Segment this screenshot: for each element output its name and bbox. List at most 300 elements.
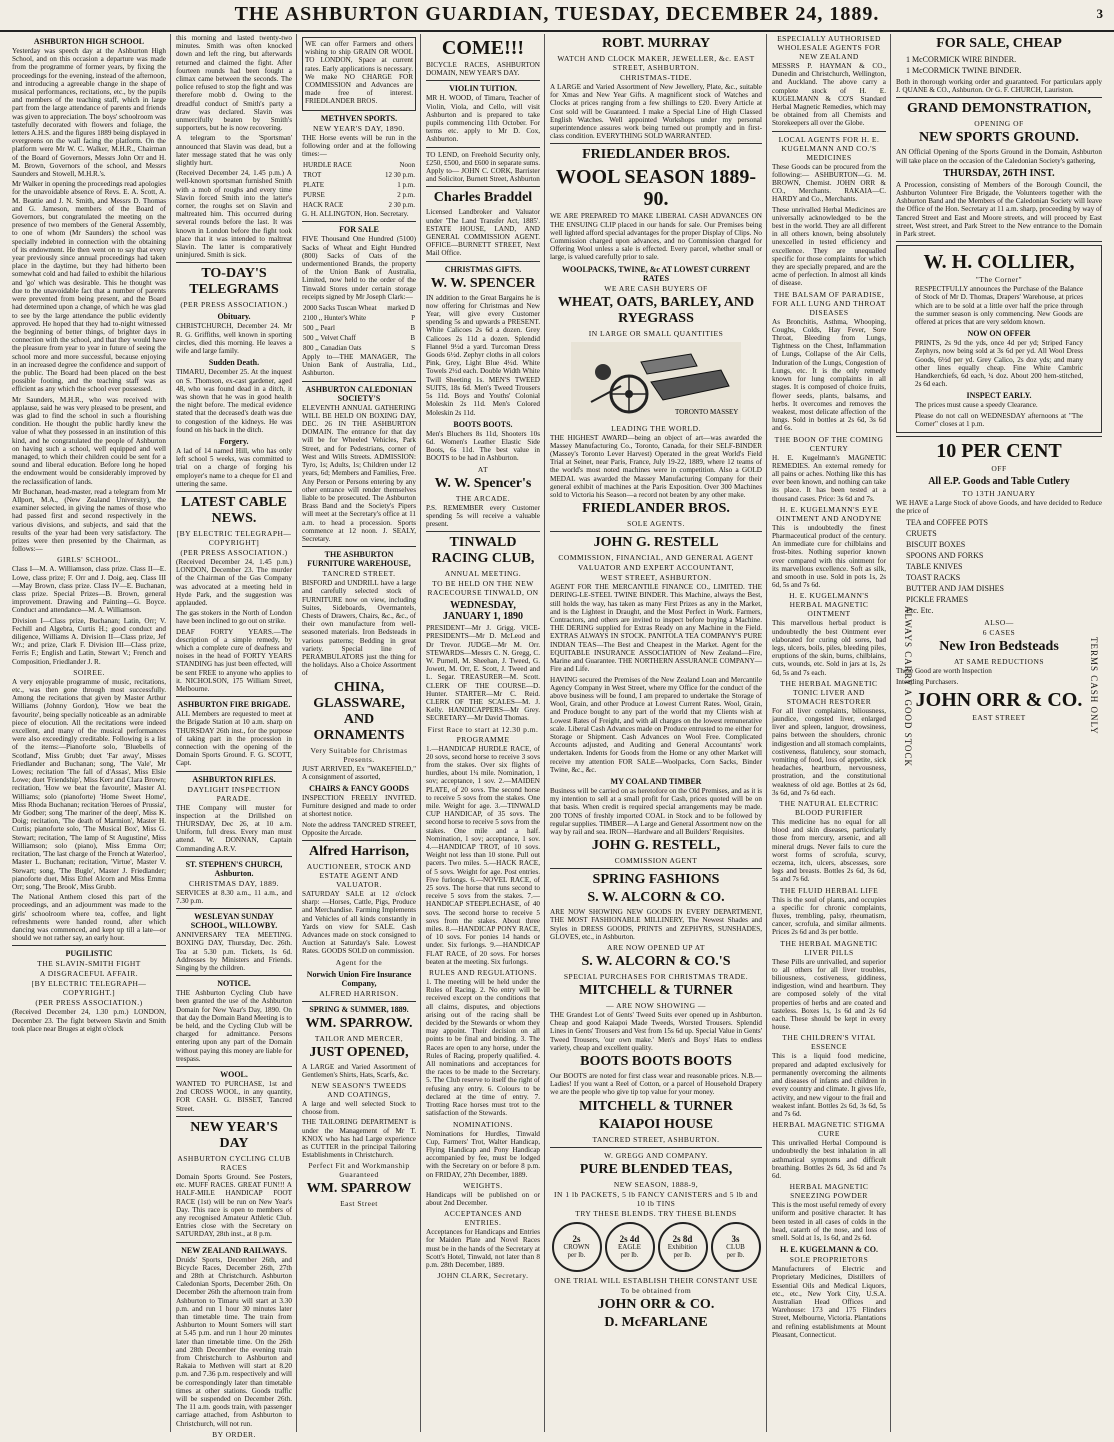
ad-heading: ASHBURTON RIFLES. (192, 774, 276, 784)
ad-text: AGENT FOR THE MERCANTILE FINANCE CO., LIMITED. THE DERING-LE-STEEL TWINE BINDER. This Machine, always the Best, still holds the way, has taken as many First Prizes as any in the Market, and is the Lightest in Draught, and the Most Perfect in Work. Farmers, Contractors, and others are invited to inspect before buying a Machine. THE DERING supplied for Extras Ready on any Machine in the Field. EXTRAS ALWAYS IN STOCK. PANITOLA TEA COMPANY'S PURE INDIAN TEAS—The Best and Cheapest in the Market. Agent for the EQUITABLE INSURANCE ASSOCIATION of New Zealand—Fire, Marine and Guarantee. THE NORTHERN ASSURANCE COMPANY—Fire and Life. (550, 583, 762, 674)
article-paragraph: this morning and lasted twenty-two minutes. Smith was often knocked down and left the ring, but afterwards returned and claimed the fight. After fourteen rounds had been fought a climax came between the seconds. The police refused to stop the fight and was therefore mobb d. Owing to the dreadful conduct of Smith's party a draw was declared. Slavin was unmercifully beaten by Smith's supporters, but he is now recovering. (176, 34, 292, 133)
ad-text: Druids' Sports, December 26th, and Bicycle Races, December 26th, 27th and 28th at Christchurch. Ashburton Caledonian Sports, December 26th. On December 26th the afternoon train from Ashburton to Timaru will start at 3.30 p.m. and run 1 hour 30 minutes later than timetable time. The train from Ashburton to Mount Somers will start at 5.45 p.m. and run 1 hour 20 minutes later than timetable time. On the 26th and 28th December the evening train from Christchurch to Ashburton and Rakaia to Methven will start at 8.20 p.m. and 7.36 p.m. respectively and will be correspondingly later than timetable times at other stations. Goods traffic will be suspended on December 26th. The 11 a.m. goods train, with passenger carriage attached, from Ashburton to Christchurch, will not run. (176, 1255, 292, 1428)
section-heading: GIRLS' SCHOOL. (57, 555, 121, 565)
ad-subheading: HERBAL MAGNETIC SNEEZING POWDER (789, 1182, 869, 1201)
ad-display-line: PURE BLENDED TEAS, (579, 1161, 733, 1177)
ad-signature: ALFRED HARRISON. (319, 988, 399, 998)
ad-text: SERVICES at 8.30 a.m., 11 a.m., and 7.30 p.m. (176, 888, 292, 906)
ad-subheading: TAILOR AND MERCER, (314, 1033, 404, 1043)
ad-heading: ASHBURTON FIRE BRIGADE. (177, 700, 291, 710)
ad-heading: GRAND DEMONSTRATION, (906, 101, 1092, 117)
ad-subheading: "The Corner" (975, 275, 1023, 285)
table-cell: 12 30 p.m. (385, 171, 415, 180)
table-cell: B (410, 324, 415, 333)
ad-subheading: AUCTIONEER, STOCK AND ESTATE AGENT AND VALUATOR. (306, 861, 412, 889)
ad-text: PRINTS, 2s 9d the yds, once 4d per yd; Striped Fancy Zephyrs, now being sold at 3s 6d per yd. All Wool Dress Goods, 6½d per yd. Grey Calico, 2s doz yds; and many other lines equally cheap. Fine White Cambric Handkerchiefs, 6d each, ¼ doz. About 200 hem-stitched, 2s 6d each. (915, 339, 1083, 389)
ad-subheading: W. GREGG AND COMPANY. (604, 1150, 708, 1160)
table-cell: 2100 ,, Hunter's White (303, 314, 367, 323)
news-paragraph: DEAF FORTY YEARS.—The description of a simple remedy, by which a complete cure of deafness and noises in the head of FORTY YEARS STANDING has just been effected, will be sent FREE to anyone who applies to it. NICHOLSON, 175 William Street, Melbourne. (176, 627, 292, 693)
news-paragraph: CHRISTCHURCH, December 24. Mr R. G. Griffiths, well known in sporting circles, died this morning. He leaves a wife and large family. (176, 322, 292, 356)
ad-display-line: WOOL SEASON 1889-90. (555, 166, 757, 211)
table-row (302, 313, 416, 323)
divider (426, 531, 540, 532)
ad-text: Intending Purchasers. (896, 677, 959, 686)
ad-heading: JOHN G. RESTELL (593, 535, 719, 551)
ad-display-line: CHAIRS & FANCY GOODS (309, 783, 409, 793)
article-paragraph: Yesterday was speech day at the Ashburton High School, and on this occasion a departure was made from the programme of former years, by fixing the proceedings for the evening, instead of the afternoon, and introducing a agreeable change in the shape of musical performances, recitations, etc., by the pupils and members of the teaching staff, which in large part from the large attendance of parents and friends was given to appreciation. The boys' schoolroom was tastefully decorated with flowers and foliage, the letters A.H.S. and the figures 1889 being displayed in evergreens on the wall facing the platform. On the platform were Mr W. C. Walker, M.H.R., Chairman of the Board of Governors, Messrs John Orr and H. M. Brown, Governors of the school, and Messrs Saunders and Stowell, M.H.R.'s. (12, 47, 166, 179)
ad-subheading: Very Suitable for Christmas Presents. (310, 745, 408, 764)
copyright-note: [BY ELECTRIC TELEGRAPH—COPYRIGHT.] (31, 979, 147, 998)
ad-display-line: S. W. ALCORN & CO.'S (581, 953, 731, 969)
ad-display-line: NOW ON OFFER (967, 329, 1031, 339)
table-cell: 500 ,, Pearl (303, 324, 335, 333)
ad-text: 1.—HANDICAP HURDLE RACE, of 20 sovs, second horse to receive 3 sovs from the stakes. Over six flights of hurdles, about 1¼ mile. Nomination, 1 sov; acceptance, 1 sov. 2.—MAIDEN PLATE, of 20 sovs. The second horse to receive 5 sovs from the stakes. One mile. Weight for age. 3.—TINWALD CUP HANDICAP, of 35 sovs. The second horse to receive 5 sovs from the stakes. One mile and a half. Nomination, 1 sov; acceptance, 1 sov. 4.—HANDICAP TROT, of 10 sovs. Weight not less than 10 stone. Pull out pacers. Two miles. 5.—HACK RACE, of 5 sovs. Weight for age. Post entries. Five furlongs. 6.—NOVEL RACE, of 25 sovs. The horse that runs second to receive 5 sovs from the stakes. 7.—HANDICAP STEEPLECHASE, of 40 sovs. The second horse to receive 5 sovs from the stakes. About three miles. 8.—HANDICAP PONY RACE, of 10 sovs. For ponies 14 hands or under. Six furlongs. 9.—HANDICAP FLAT RACE, of 20 sovs. For horses beaten at the meeting. Six furlongs. (426, 744, 540, 966)
ad-subheading: NEW SEASON, 1888-9, (613, 1179, 699, 1189)
ad-subheading: THE BALSAM OF PARADISE, FOR ALL LUNG AND THROAT DISEASES (772, 289, 886, 317)
telegrams-heading: TO-DAY'S TELEGRAMS (189, 266, 279, 298)
ad-subheading: ASHBURTON CYCLING CLUB RACES (177, 1153, 291, 1172)
ad-signature: JOHN G. RESTELL, (591, 838, 721, 854)
ad-heading: ESPECIALLY AUTHORISED WHOLESALE AGENTS FOR NEW ZEALAND (777, 34, 881, 61)
table-row (302, 333, 416, 343)
ad-text: ANNIVERSARY TEA MEETING. BOXING DAY, Thursday, Dec. 26th. Tea at 5.30 p.m. Tickets, 1s 6d. Addresses by Ministers and Friends. Singing by the children. (176, 931, 292, 973)
ad-display-line: CHINA, GLASSWARE, AND ORNAMENTS (313, 679, 405, 743)
ad-subheading: LOCAL AGENTS FOR H. E. KUGELMANN AND CO.'S MEDICINES (778, 134, 880, 162)
divider (550, 868, 762, 869)
article-heading: ASHBURTON HIGH SCHOOL (33, 37, 145, 46)
divider (550, 1147, 762, 1148)
ad-subheading: WATCH AND CLOCK MAKER, JEWELLER, &c. EAST STREET, ASHBURTON. (557, 54, 755, 72)
ad-subheading: DAYLIGHT INSPECTION PARADE. (187, 784, 281, 803)
ad-text: TO 13TH JANUARY (962, 489, 1036, 499)
list-item: SPOONS AND FORKS (906, 551, 984, 561)
divider (302, 381, 416, 382)
ad-text: This medicine has no equal for all blood and skin diseases, particularly those from mercury, arsenic, and all mineral drugs. Never fails to cure the worst forms of scrofula, scurvy, eczema, itch, ulcers, abscesses, sore legs and breasts. Bottles 2s 6d, 3s 6d, 5s and 7s 6d. (772, 818, 886, 884)
ad-text: JUST ARRIVED, Ex "WAKEFIELD," A consignment of assorted, (302, 764, 416, 781)
column-2 (172, 34, 296, 1439)
ad-signature: G. H. ALLINGTON, Hon. Secretary. (302, 210, 409, 219)
ad-text: This is a liquid food medicine, prepared and adapted exclusively for permanently overcoming the ailments and diseases of infants and children in every country and climate. It gives life, activity, and new vigour to the frail and weakest infant. Bottles 2s 6d, 3s 6d, 5s and 7s 6d. (772, 1052, 886, 1118)
sale-items-list (896, 54, 1102, 76)
ad-heading: NEW ZEALAND RAILWAYS. (181, 1245, 287, 1255)
ad-text: WE ARE PREPARED TO MAKE LIBERAL CASH ADVANCES ON THE ENSUING CLIP placed in our hands for sale. Our Premises being well lighted afford special advantages for the proper Display of Clips. No Commission charged upon advances, and no Commission charged for Offering Wool unless a sale is effected. Every parcel, whether small or large, is valued carefully prior to sale. (550, 212, 762, 262)
prize-list: Class I—M. A. Williamson, class prize. Class II—E. Lowe, class prize; F. Orr and J. Doig, aeq. Class III—May Brown, class prize. Class IV—E. Buchanan, class prize. Special Prizes—B. Brown, general improvement. Drawing and Painting—G. Boyce. Conduct and attendance—M. A. Williamson. (12, 565, 166, 615)
list-item: 1 McCORMICK WIRE BINDER. (906, 55, 1017, 64)
ad-text: This is the soul of plants, and occupies a specific for chronic complaints, fluxes, trembling, palsy, rheumatism, cancer, scrofula, and similar ailments. Prices 2s 6d and 3s per bottle. (772, 895, 886, 937)
table-cell: P (411, 314, 415, 323)
ad-text: TO LEND, on Freehold Security only, £250, £500, and £600 in separate sums. Apply to— JOHN C. CORK, Barrister and Solicitor, Burnett Street, Ashburton (426, 150, 540, 184)
tea-badge-club: 3s CLUB per lb. (711, 1222, 761, 1272)
ad-subheading: ANNUAL MEETING. (444, 569, 522, 579)
driver-icon (595, 364, 611, 380)
ad-text: Handicaps will be published on or about 2nd December. (426, 1190, 540, 1207)
ad-text: ELEVENTH ANNUAL GATHERING WILL BE HELD ON BOXING DAY, DEC. 26 IN THE ASHBURTON DOMAIN. The entrance for that day will be for Wheeled Vehicles, Park Street, and for Pedestrians, corner of West and Wills Streets. ADMISSION: Tyro, 1s; Adults, 1s; Children under 12 years, 6d; Members and Families, Free. Any Person or Persons entering by any other entrance will render themselves liable to be prosecuted. The Ashburton Brass Band and the Society's Pipers will meet at the Secretary's office at 11 a.m. to head a procession. Sports commence at 12 noon. J. SEALY, Secretary. (302, 403, 416, 543)
cable-heading: LATEST CABLE NEWS. (181, 494, 287, 526)
table-cell: 800 ,, Canadian Oats (303, 344, 362, 353)
ad-heading: FOR SALE (339, 225, 379, 235)
prize-list: Division I—Class prize, Buchanan; Latin, Orr; V. Fechill and Algebra, Curtis H.; good conduct and diligence, Williams A. Division II—Class prize, Jef Wr.; and prize, Clark F. Division III—Class prize, Ferris F.; English and Latin, Stewart V.; French and Composition, Friedlander J. R. (12, 616, 166, 666)
ad-text: A LARGE and Varied Assortment of New Jewellery, Plate, &c., suitable for Xmas and New Year Gifts. A magnificent stock of Watches and Clocks at prices ranging from a few shillings to £20. Every Article at Cost sold will be Guaranteed. I make a Special Line of High Classed English Watches. Well appointed Workshops under my personal superintendence assures work being turned out promptly and in first-class condition. EVERYTHING SOLD WARRANTED. (550, 83, 762, 141)
news-paragraph: TIMARU, December 25. At the inquest on S. Thomson, ex-cast gardener, aged 48, who was found dead in a ditch, it was shown that he was in good health the night before. The medical evidence stated that the deceased's death was due to congestion of the kidneys. He was found on his back in the ditch. (176, 368, 292, 434)
ad-text: BICYCLE RACES, ASHBURTON DOMAIN, NEW YEAR'S DAY. (426, 61, 540, 78)
ad-subheading: PROGRAMME (456, 734, 510, 744)
table-cell: HACK RACE (303, 201, 344, 210)
ad-text: THE HIGHEST AWARD—being an object of art—was awarded the Massey Manufacturing Co., Toronto, Canada, for their SELF-BINDER (Massey's Toronto Lever Harvest) Operated in the great World's Field Trial at Seinet, near Paris, France, July 19-22, 1889, where 12 teams of the world's most noted machines were in competition. Also a GOLD MEDAL was awarded the Massey Manufacturing Company for their general exhibit of machines at the Paris Exposition. Over 300 Machines sold to Victoria his Season—a record not beaten by any other make. (550, 433, 762, 500)
column-rule (766, 34, 767, 1432)
ad-subheading: COMMISSION, FINANCIAL, AND GENERAL AGENT (558, 553, 754, 563)
ad-text: This unrivalled Herbal Compound is undoubtedly the best inhalation in all asthmatical symptoms and difficult breathing. Bottles 2s 6d, 3s 6d and 7s 6d. (772, 1139, 886, 1180)
ad-heading: METHVEN SPORTS. (320, 113, 398, 123)
press-note: (PER PRESS ASSOCIATION.) (35, 998, 143, 1008)
ad-text: OFF (991, 464, 1007, 474)
ad-text: This is the most useful remedy of every uniform and positive character. It has been tested in all cases of colds in the head, catarrh of the nose, and loss of smell. Sold at 1s, 1s 6d, and 2s 6d. (772, 1201, 886, 1242)
ad-text: These Pills are unrivalled, and superior to all others for all liver troubles, biliousness, costiveness, giddiness, indigestion, wind and heartburn. They are composed solely of the vital properties of herbs and are coated and tasteless. Boxes 1s, 1s 6d and 2s 6d each. These should be kept in every house. (772, 957, 886, 1032)
column-rule (170, 34, 171, 1432)
ad-heading: TINWALD RACING CLUB, (431, 535, 535, 567)
ad-display-line: MY COAL AND TIMBER (610, 776, 702, 786)
ad-heading: SPRING & SUMMER, 1889. (309, 1004, 409, 1014)
shipping-ad (302, 37, 416, 111)
ad-display-line: MITCHELL & TURNER (579, 982, 733, 998)
ad-text: Agent for the (335, 957, 383, 967)
ad-display-line: KAIAPOI HOUSE (599, 1116, 713, 1132)
table-row (302, 170, 416, 180)
ad-subheading: CHRISTMAS-TIDE. (620, 73, 692, 82)
divider (302, 546, 416, 547)
press-note: (PER PRESS ASSOCIATION.) (180, 300, 288, 310)
ad-subheading: — ARE NOW SHOWING — (606, 1000, 706, 1010)
ad-text: For all liver complaints, biliousness, jaundice, congested liver, enlarged liver and spleen, languor, drowsiness, pains between the shoulders, chronic indigestion and all stomach complaints, costiveness, flatulency, sour stomach, vomiting of food, loss of appetite, sick headaches, heartburn, nervousness, prostration, and the constitutional weakness of old age. Bottles at 2s 6d, 3s 6d, and 7s 6d each. (772, 706, 886, 797)
divider (896, 436, 1102, 437)
ad-text: East Street (340, 1199, 378, 1209)
ad-text: ARE NOW SHOWING NEW GOODS IN EVERY DEPARTMENT, THE MOST FASHIONABLE MILLINERY, The Newest Shades and Styles in DRESS GOODS, PRINTS and ZEPHYRS, SUNSHADES, GLOVES, etc., in Ashburton. (550, 908, 762, 941)
divider (896, 97, 1102, 98)
list-item: TABLE KNIVES (906, 562, 963, 572)
press-note: (PER PRESS ASSOCIATION.) (180, 547, 288, 557)
ad-heading: SPRING FASHIONS (592, 872, 720, 888)
ad-text: A LARGE and Varied Assortment of Gentlemen's Shirts, Hats, Scarfs, &c. (302, 1062, 416, 1079)
page-number: 3 (1096, 6, 1104, 21)
ad-display-line: 10 PER CENT (936, 440, 1062, 463)
ad-text: BISFORD and UNDRILL have a large and carefully selected stock of FURNITURE now on view, including Suites, Sideboards, Overmantels, Chests of Drawers, Chairs, &c., &c., of their own manufacture from well-seasoned materials. Iron Bedsteads in various patterns; Bedding in great variety. Special line of PERAMBULATORS just the thing for the holidays. Also a Choice Assortment of (302, 579, 416, 678)
ad-text: MR H. WOOD, of Timaru, Teacher of Violin, Viola, and Cello, will visit Ashburton and is prepared to take pupils commencing 11th October. For terms etc. apply to Mr D. Cox, Ashburton. (426, 94, 540, 144)
ad-text: 6 CASES (982, 628, 1016, 638)
news-paragraph: The gas stokers in the North of London have been inclined to go out on strike. (176, 609, 292, 626)
ad-display-line: MITCHELL & TURNER (579, 1098, 733, 1114)
article-paragraph: The National Anthem closed this part of the proceedings, and an adjournment was made to the girls' schoolroom where tea, coffee, and light refreshments were handed round, after which dancing was commenced, and kept up till a late—or should we not rather say, an early hour. (12, 893, 166, 943)
machine-brand-label: TORONTO MASSEY (675, 407, 739, 416)
ad-heading: WESLEYAN SUNDAY SCHOOL, WILLOWBY. (190, 912, 278, 931)
masthead (0, 0, 1114, 32)
ad-subheading: WEIGHTS. (463, 1180, 503, 1190)
list-item: PICKLE FRAMES (906, 595, 969, 605)
ad-heading: W. H. COLLIER, (923, 251, 1075, 274)
ad-text: A large and well selected Stock to choose from. (302, 1100, 416, 1117)
ad-text: Manufacturers of Electric and Proprietary Medicines, Distillers of Essential Oils and Medical Liquors, etc., etc., New York City, U.S.A. Australian Head Offices and Warehouse: 173 and 175 Flinders Street, Melbourne, Victoria. Plantations and refining establishments at Mount Pleasant, Connecticut. (772, 1265, 887, 1339)
ad-text: MESSRS P. HAYMAN & CO., Dunedin and Christchurch, Wellington, and Auckland. The above carry a complete stock of H. E. KUGELMANN & CO'S Standard Herbal Magnetic Remedies, which may be obtained from all Chemists and Storekeepers all over the Globe. (772, 62, 886, 128)
ad-text: THE Company will muster for inspection at the Drillshed on THURSDAY, Dec 26, at 10 a.m. Uniform, full dress. Every man must attend. W. DONNAN, Captain Commanding A.R.V. (176, 803, 292, 853)
ad-heading: FOR SALE, CHEAP (936, 36, 1062, 51)
ad-text: TRY THESE BLENDS. TRY THESE BLENDS (575, 1208, 737, 1218)
ad-subheading: TANCRED STREET. (322, 569, 396, 579)
ad-display-line: D. McFARLANE (604, 1314, 708, 1330)
ad-display-line: W. W. SPENCER (430, 275, 536, 291)
ad-text: Our BOOTS are noted for first class wear and reasonable prices. N.B.—Ladies! If you want a Reel of Cotton, or a parcel of Household Drapery we are the people who give tip top value for your money. (550, 1071, 762, 1097)
ad-text: WE ARE CASH BUYERS OF (604, 283, 708, 293)
ad-text: H. E. Kugelmann's MAGNETIC REMEDIES. An external remedy for all pains or aches. Nothing like this has ever been known, and nothing can take its place. It has been tested at a thousand cases. Price: 3s 6d and 7s. (772, 453, 886, 503)
ad-text: AT (477, 464, 489, 474)
divider (896, 241, 1102, 242)
divider (176, 1242, 292, 1243)
sidebar-slogan: TERMS CASH ONLY (1089, 637, 1099, 736)
column-1 (8, 34, 170, 1432)
ad-text: This marvellous herbal product is undoubtedly the best Ointment ever elaborated for curing old sores, bad legs, ulcers, boils, piles, bleeding piles, eruptions of the skin, burns, chilblains, cuts, wounds, etc. Sold in jars at 1s, 2s 6d, 5s and 7s each. (772, 619, 886, 677)
article-subheading: THE SLAVIN-SMITH FIGHT (37, 959, 141, 969)
ad-text: Men's Bluchers 8s 11d, Shooters 10s 6d. Women's Leather Elastic Side Boots, 6s 11d. The best value in BOOTS to be had in Ashburton. (426, 429, 540, 463)
ad-subheading: CHRISTMAS DAY, 1889. (188, 878, 280, 888)
reduced-items-list (896, 517, 1102, 616)
ad-text: TO BE HELD ON THE NEW RACECOURSE TINWALD, ON (427, 579, 539, 598)
table-cell: PURSE (303, 191, 325, 200)
ad-text: ARE NOW OPENED UP AT (607, 942, 705, 952)
ad-text: Note the address TANCRED STREET, Opposite the Arcade. (302, 820, 416, 837)
article-paragraph: (Received December 24, 1.45 p.m.) A well-known sportsman furnished Smith with a mob of roughs and every time Slavin forced Smith into the latter's corner, the roughs set on Slavin and maltreated him. This occurred during several rounds before the last. It was known in London before the fight took place that it was intended to maltreat Slavin. The latter is comparatively uninjured. Smith is sick. (176, 169, 292, 260)
divider (176, 908, 292, 909)
table-row (302, 190, 416, 200)
divider (426, 186, 540, 187)
ad-heading: THE ASHBURTON FURNITURE WAREHOUSE, (307, 550, 411, 569)
ad-display-line: WHEAT, OATS, BARLEY, AND RYEGRASS (557, 294, 755, 326)
ad-signature: JOHN ORR & CO. (915, 688, 1083, 711)
ad-subheading: OPENING OF (974, 119, 1024, 129)
divider (302, 221, 416, 222)
divider (550, 531, 762, 532)
list-item: TOAST RACKS (906, 573, 961, 583)
illustration-caption: LEADING THE WORLD. (611, 423, 701, 433)
ad-text: WE HAVE a Large Stock of above Goods, and have decided to Reduce the price of (896, 499, 1102, 516)
divider (772, 131, 886, 132)
copyright-note: [BY ELECTRIC TELEGRAPH—COPYRIGHT] (176, 528, 292, 547)
ad-display-line: JUST OPENED, (309, 1044, 409, 1060)
ad-text: These unrivalled Herbal Medicines are universally acknowledged to be the best in the world. They are all different in all others known, being absolutely unexcelled in tested efficiency and excellence. They are unequalled specific for those complaints for which they are specially prepared, and are the acme of perfection. In almost all kinds of disease. (772, 205, 886, 288)
ad-text: HAVING secured the Premises of the New Zealand Loan and Mercantile Agency Company in West Street, where my Office for the conduct of the above business will be found, I am prepared to undertake the Storage of Wool, Grain, and other Produce at Lowest Current Rates. Wool, Grain, and Produce bought to any part of the world that my Clients wish at Lowest Rates of Freight, and with all charges on the lowest remunerative scale. Liberal Cash Advances made on Produce entrusted to me either for Storage or Shipment. Cash Advances on Wool Free. Complicated Accounts adjusted, and Auditing and General Accountants' work undertaken. Indents for Goods from the Home or any other Market will receive my attention FOR SALE—Woolpacks, Corn Sacks, Binder Twine, &c., &c. (550, 675, 762, 774)
ad-text: SATURDAY SALE at 12 o'clock sharp: —Horses, Cattle, Pigs, Produce and Merchandise. Farming Implements and Vehicles of all kinds constantly in Yards on view for SALE. Cash Advances made on stock consigned to Auction at Saturday's Sale. Lowest Rates. GOODS SOLD on commission. (302, 889, 416, 956)
table-cell: S (411, 344, 415, 353)
ad-heading: BOOTS BOOTS. (453, 419, 513, 429)
ad-heading: VIOLIN TUITION. (449, 84, 517, 94)
ad-display-line: New Iron Bedsteads (939, 639, 1059, 655)
ad-subheading: THE CHILDREN'S VITAL ESSENCE (782, 1033, 876, 1052)
divider (550, 143, 762, 144)
ad-signature: H. E. KUGELMANN & CO. (780, 1245, 878, 1255)
ad-subheading: TANCRED STREET, ASHBURTON. (592, 1134, 720, 1144)
article-paragraph: A telegram to the 'Sportsman' announced that Slavin was dead, but a later message stated that he was only slightly hurt. (176, 134, 292, 168)
divider (426, 147, 540, 148)
column-3 (298, 34, 420, 1432)
ad-display-line: JOHN ORR & CO. (597, 1296, 715, 1312)
ad-text: Both in thorough working order and guaranteed. For particulars apply J. QUANE & CO., Ashburton. Or G. F. CHURCH, Lauriston. (896, 78, 1102, 95)
ad-text: WE can offer Farmers and others wishing to ship GRAIN OR WOOL TO LONDON, Space at current rates. Early applications is necessary. We make NO CHARGE FOR COMMISSION and Advances are made free of interest. FRIEDLANDER BROS. (305, 40, 413, 106)
table-cell: PLATE (303, 181, 324, 190)
divider (12, 945, 166, 946)
column-7 (892, 34, 1106, 1432)
article-heading: PUGILISTIC (65, 949, 113, 959)
ad-subheading: NEW YEAR'S DAY, 1890. (312, 123, 406, 133)
table-row (302, 160, 416, 170)
tea-badge-exhibition: 2s 8d Exhibition per lb. (658, 1222, 708, 1272)
ad-heading: ST. STEPHEN'S CHURCH, Ashburton. (185, 859, 283, 878)
ad-display-line: All E.P. Goods and Table Cutlery (928, 476, 1070, 488)
ad-text: IN LARGE OR SMALL QUANTITIES (588, 328, 724, 338)
list-item: 1 McCORMICK TWINE BINDER. (906, 66, 1022, 75)
ad-heading: WOOL. (220, 1070, 248, 1080)
article-paragraph: Mr Walker in opening the proceedings read apologies for the unavoidable absence of Revs. E. A. Scott, A. M. Beattie and J. N. Smith, and Messrs D. Thomas and G. Jameson, members of the Board of Governors, but congratulated the meeting on the presence of two members of the General Assembly, to one of whom (Mr Saunders) the school was specially indebted in connection with the obtaining of its endowment. He then went on to say that every year previously since annual proceedings had taken place in the daytime, but they had hitherto been somewhat cold and had failed to exhibit the hilarious and 'go' which was desirable. This he thought was due to the unavoidable fact that a number of parents were prevented from being present, and the Board had determined upon a change, of which he was glad to see by the large attendance the public evidently approved. He hoped that they had to-night witnessed the beginning of better things, of brighter days in connection with the school, and that they would have the pleasure from year to year in future of seeing the school more and more successful, because enjoying in an increased degree the confidence and support of the public. The Board had been placed on the best possible footing, and the teaching staff was as efficient as any which the school ever possessed. (12, 180, 166, 394)
masthead-title: THE ASHBURTON GUARDIAN, TUESDAY, DECEMBER 24, 1889. (234, 3, 880, 25)
column-rule (544, 34, 545, 1432)
section-heading: SOIREE. (73, 667, 105, 677)
ad-subheading: THE NATURAL ELECTRIC BLOOD PURIFIER (779, 799, 879, 818)
list-item: BUTTER AND JAM DISHES (906, 584, 1005, 594)
column-rule (890, 34, 891, 1432)
ad-text: AN Official Opening of the Sports Ground in the Domain, Ashburton will take place on the occasion of the Caledonian Society's gathering, (896, 148, 1102, 165)
divider (176, 975, 292, 976)
list-item: CRUETS (906, 529, 937, 539)
ad-text: ALSO— (984, 618, 1014, 628)
ad-heading: FRIEDLANDER BROS. (582, 147, 730, 163)
ad-text: THE TAILORING DEPARTMENT is under the Management of Mr T. KNOX who has had Large experience as CUTTER in the principal Tailoring Establishments in Christchurch. (302, 1118, 416, 1160)
ad-subheading: HERBAL MAGNETIC STIGMA CURE (772, 1120, 886, 1139)
table-row (302, 200, 416, 210)
ad-text: ALL Members are requested to meet at the Brigade Station at 10 a.m. sharp on THURSDAY 26th inst., for the purpose of taking part in the procession in connection with the opening of the Domain Sports Ground. F. G. SCOTT, Capt. (176, 710, 292, 768)
ad-display-line: INSPECT EARLY. (966, 391, 1032, 401)
ad-text: 1. The meeting will be held under the Rules of Racing. 2. No entry will be received except on the conditions that all claims, disputes, and objections arising out of the racing shall be decided by the Stewards or whom they may appoint. Their decision on all points to be final and binding. 3. The Races are open to any horse, under the Rules of Racing, properly qualified. 4. All nominations and acceptances for the races to be made to the Secretary. 5. The Club reserve to itself the right of refusing any entry. 6. Colours to be declared at the time of entry. 7. Trotting Race horses must trot to the satisfaction of the Stewards. (426, 978, 540, 1118)
table-row (302, 180, 416, 190)
ad-subheading: THE ARCADE. (455, 493, 511, 503)
table-cell: 1 p.m. (397, 181, 415, 190)
table-cell: HURDLE RACE (303, 161, 352, 170)
news-paragraph: A lad of 14 named Hill, who has only left school 5 weeks, was committed to trial on a charge of forging his employer's name to a cheque for £1 and uttering the same. (176, 446, 292, 488)
ad-text: THE Grandest Lot of Gents' Tweed Suits ever opened up in Ashburton. Cheap and good Kaiapoi Made Tweeds, Worsted Trousers. Splendid Lines in Gents' Trousers and Vest from 15s 6d up. Special Value in Gents' Tweed Trousers, 'our own make.' Men's and Boys' Hats to endless variety, cheap and excellent quality. (550, 1010, 762, 1052)
table-cell: marked D (387, 304, 415, 313)
ad-text: To be obtained from (620, 1285, 692, 1295)
ad-text: This is undoubtedly the finest Pharmaceutical product of the century. An immediate cure for chilblains and frost-bites. Nothing superior known ever compared with this ointment for its marvellous excellence. Soft as silk, and smooth in use. Sold in pots 1s, 2s 6d, 5s and 7s 6d. (772, 523, 886, 590)
divider (176, 771, 292, 772)
ad-subheading: H. E. KUGELMANN'S EYE OINTMENT AND ANODYNE (776, 504, 882, 523)
ad-heading: NOTICE. (217, 979, 251, 989)
ad-text: The prices must cause a speedy Clearance. (915, 401, 1038, 410)
divider (426, 261, 540, 262)
ad-signature: Apply to—THE MANAGER, The Union Bank of Australia, Ltd., Ashburton. (302, 353, 416, 378)
ad-display-line: BOOTS BOOTS BOOTS (580, 1053, 732, 1069)
article-paragraph: Mr Saunders, M.H.R., who was received with applause, said he was very pleased to be present, and was glad to find the school in such a flourishing condition. He thought the public hardly knew the value of what they possessed in an institution of this kind, and he congratulated the people of Ashburton on having such a school, well equipped and well managed, to which their children could be sent for a sound and liberal education. Before long he hoped the endowment would be considerably improved by the reclassification of lands. (12, 395, 166, 486)
ad-text: EAST STREET (972, 712, 1026, 722)
ad-text: First Race to start at 12.30 p.m. (427, 724, 539, 734)
ad-display-line: WEDNESDAY, JANUARY 1, 1890 (442, 600, 524, 623)
ad-heading: ROBT. MURRAY (601, 36, 711, 51)
ad-subheading: SPECIAL PURCHASES FOR CHRISTMAS TRADE. (563, 971, 749, 981)
column-5 (546, 34, 766, 1432)
article-paragraph: Mr Buchanan, head-master, read a telegram from Mr Allport, M.A., (New Zealand University), the examiner selected, in giving the names of those who had passed first and second respectively in the various divisions, and subjects, and said that the results of the year had been very satisfactory. The prizes were then presented by the Chairman, as follows:— (12, 487, 166, 554)
ad-text: These Good are worth Inspection (896, 667, 992, 676)
ad-text: As Bronchitis, Asthma, Whooping, Coughs, Colds, Hay Fever, Sore Throat, Bleeding from Lungs, Tightness on the Chest, Inflammation of Lungs, Collapse of the Air Cells, Induration of the Lungs, Congestion of Lungs, etc. It is the only remedy known for lung complaints in all stages. It is composed of choice fruits, flower seeds, plants, balsams, and herbs. It overcomes and removes the weakest, most delicate affection of the lungs. Sold in bottles at 2s 6d, 3s 6d and 6s. (772, 317, 886, 433)
ad-subheading: SOLE AGENTS. (627, 519, 685, 529)
ad-subheading: VALUATOR AND EXPERT ACCOUNTANT, (578, 563, 734, 573)
table-cell: 2000 Sacks Tuscan Wheat (303, 304, 377, 313)
ad-text: THE Ashburton Cycling Club have been granted the use of the Ashburton Domain for New Year's Day, 1890. On that day the Domain Band Meeting is to be held, and the Cycling Club will be charged for admittance. Persons entering upon any part of the Domain without paying this money are liable for trespass. (176, 989, 292, 1063)
article-subheading: A DISGRACEFUL AFFAIR. (39, 969, 139, 979)
ad-signature: WM. SPARROW (306, 1181, 412, 1197)
ad-display-line: THURSDAY, 26TH INST. (943, 167, 1055, 179)
sidebar-slogan: ALWAYS CARRY A GOOD STOCK (903, 605, 913, 767)
tea-badge-eagle: 2s 4d EAGLE per lb. (605, 1222, 655, 1272)
ad-subheading: THE BOON OF THE COMING CENTURY (774, 434, 884, 453)
grain-table (302, 303, 416, 353)
ad-heading: Charles Braddel (433, 190, 533, 206)
ad-text: THE Horse events will be run in the following order and at the following times:— (302, 133, 416, 159)
ad-display-line: WM. SPARROW. (305, 1015, 413, 1031)
ad-subheading: THE HERBAL MAGNETIC LIVER PILLS (780, 938, 878, 957)
divider (176, 262, 292, 263)
ad-heading: NEW YEAR'S DAY (190, 1119, 278, 1151)
ad-subheading: H. E. KUGELMANN'S HERBAL MAGNETIC OINTMENT (789, 591, 869, 619)
news-heading: Obituary. (217, 312, 251, 322)
ad-text: Business will be carried on as heretofore on the Old Premises, and as it is my intention to sell at a small profit for Cash, prices quoted will be on that basis. When credit is required special arrangements may be made. 200 TONS of freshly imported COAL in Stock and to be followed by regular supplies. TIMBER—A Large and General Assortment now on the way by rail and sea. IRON—Hardware and all Builders' Requisites. (550, 786, 762, 836)
ad-text: WANTED TO PURCHASE, 1st and 2nd CROSS WOOL, in any quantity, FOR CASH. G. BISSET, Tancred Street. (176, 1080, 292, 1113)
table-cell: Noon (399, 161, 415, 170)
ad-text: Perfect Fit and Workmanship Guaranteed (308, 1161, 410, 1180)
divider (176, 696, 292, 697)
divider (176, 1116, 292, 1117)
reaper-binder-illustration (571, 342, 741, 420)
table-cell: 500 ,, Velvet Chaff (303, 334, 356, 343)
ad-text: ONE TRIAL WILL ESTABLISH THEIR CONSTANT USE (554, 1275, 758, 1285)
ad-heading: FRIEDLANDER BROS. (582, 501, 730, 517)
ad-subheading: COMMISSION AGENT (614, 856, 698, 866)
article-paragraph: A very enjoyable programme of music, recitations, etc., was then gone through most successfully. Among the recitations that given by Master Arthur Williams (Johnny Gordon), 'How we beat the favourite', being specially noticeable as an admirable piece of elocution. All the recitations were indeed excellent, and many of the musical performances were also exceedingly creditable. Following is a list of the items:—Pianoforte solo, 'Bluebells of Scotland', Miss Grubb; duet 'Far away', Misses Friedlander and Buchanan; song, 'The Vale', Mr Lowes; recitation 'The fall of d'Assas', Miss Elsie Lowe; duet 'Friendship', Miss Kerr and Clara Brown; recitation, 'How we beat the favourite', Master Al. Williams; solo (pianoforte) 'Home Sweet Home', Miss Rhoda Buchanan; recitation 'Heroes of Prussia', Mr Godber; song 'The mariner of the deep', Miss K. Doig; recitation, 'The death of Marmion', Master H. Curtis; pianoforte solo, 'The Musical Box', Miss G. Stewart; recitation, 'The lamp of St Augustine', Miss Williamson; solo (piano), Miss Emma Orr; recitation, 'The last charge of the French at Waterloo', Master L. Buchanan; recitation, 'Virtue', Master V. Stewart; song, 'The Bugle', Master J. Friedlander; pianoforte duet, Miss Ethel Alcorn and Miss Emma Orr; song, 'The Brook', Miss Grubb. (12, 677, 166, 891)
divider (426, 80, 540, 81)
ad-text: IN addition to the Great Bargains he is now offering for Christmas and New Year, will give every Customer spending 5s and upwards a PRESENT. White Calicoes 2s 6d a dozen. Grey Calicoes 2s 11d a dozen. Splendid Flannel 9½d a yard. Turcoman Dress Goods 6½d. Zephyr cloths in all colors Pink, Grey, Light Blue 4½d. White Towels 2½d each. Double Width White Twill Sheeting 1s. MEN'S TWEED SUITS, 18s 6d. Men's Tweed Trousers 5s 11d. Boys and Youths' Colonial Moleskin 2s 11d. Men's Colored Moleskin 2s 11d. (426, 293, 540, 417)
ad-display-line: Norwich Union Fire Insurance Company, (306, 969, 412, 988)
ad-display-line: NEW SPORTS GROUND. (919, 130, 1079, 146)
ad-subheading: SOLE PROPRIETORS (789, 1255, 869, 1265)
list-item: TEA and COFFEE POTS (906, 518, 989, 528)
news-paragraph: (Received December 24, 1.45 p.m.) LONDON, December 23. The murder of the Chairman of the Gas Company was advocated at a meeting held in Hyde Park, and the suggestion was applauded. (176, 557, 292, 607)
ad-subheading: ACCEPTANCES AND ENTRIES. (444, 1209, 522, 1228)
divider (176, 491, 292, 492)
ad-text: Licensed Landbroker and Valuator under 'The Land Transfer Act, 1885'. ESTATE HOUSE, LAND, AND GENERAL COMMISSION AGENT. OFFICE—BURNETT STREET, Next Mail Office. (426, 208, 540, 258)
divider (176, 1066, 292, 1067)
ad-text: These Goods can be procured from the following:— ASHBURTON—G. M. BROWN, Chemist. JOHN ORR & CO., Merchants. RAKAIA—C. HARDY and Co., Merchants. (772, 162, 886, 204)
list-item: BISCUIT BOXES (906, 540, 966, 550)
ad-text: IN 1 lb PACKETS, 5 lb FANCY CANISTERS and 5 lb and 10 lb TINS (554, 1189, 758, 1208)
ad-display-line: W. W. Spencer's (434, 475, 532, 491)
ad-display-line: WOOLPACKS, TWINE, &c AT LOWEST CURRENT RATES (562, 264, 750, 283)
ad-heading: ASHBURTON CALEDONIAN SOCIETY'S (305, 384, 413, 403)
ad-signature: BY ORDER. (212, 1429, 256, 1439)
article-paragraph: (Received December 24, 1.30 p.m.) LONDON, December 23. The fight between Slavin and Smith took place near Bruges at eight o'clock (12, 1008, 166, 1033)
ad-subheading: THE HERBAL MAGNETIC TONIC LIVER AND STOMACH RESTORER (780, 678, 878, 706)
column-rule (296, 34, 297, 1432)
ad-text: Domain Sports Ground. See Posters, etc. MUFF RACES. GREAT FUN!!! A HALF-MILE HANDICAP FOOT RACE (1st) will be run on New Year's Day. This race is open to members of any recognised Amateur Athletic Club. Entries close with the Secretary on SATURDAY, 28th inst., at 8 p.m. (176, 1172, 292, 1239)
divider (302, 840, 416, 841)
tea-price-badges (550, 1222, 762, 1272)
ad-subheading: WEST STREET, ASHBURTON. (600, 573, 712, 583)
table-cell: B (410, 334, 415, 343)
list-item: Etc. Etc. (906, 606, 934, 616)
table-cell: 2 30 p.m. (388, 201, 415, 210)
ad-subheading: AT SAME REDUCTIONS (953, 657, 1045, 667)
ad-text: A Procession, consisting of Members of the Borough Council, the Ashburton Volunteer Fire Brigade, the Volunteers together with the Ashburton Band and the Members of the Caledonian Society will leave the Office of the Hon. Secretary at 11 a.m. sharp, proceeding by way of Tancred Street and East and Moore streets, and will proceed by East street, West street, and Park Street to the New entrance to the Domain in Park street. (896, 180, 1102, 239)
